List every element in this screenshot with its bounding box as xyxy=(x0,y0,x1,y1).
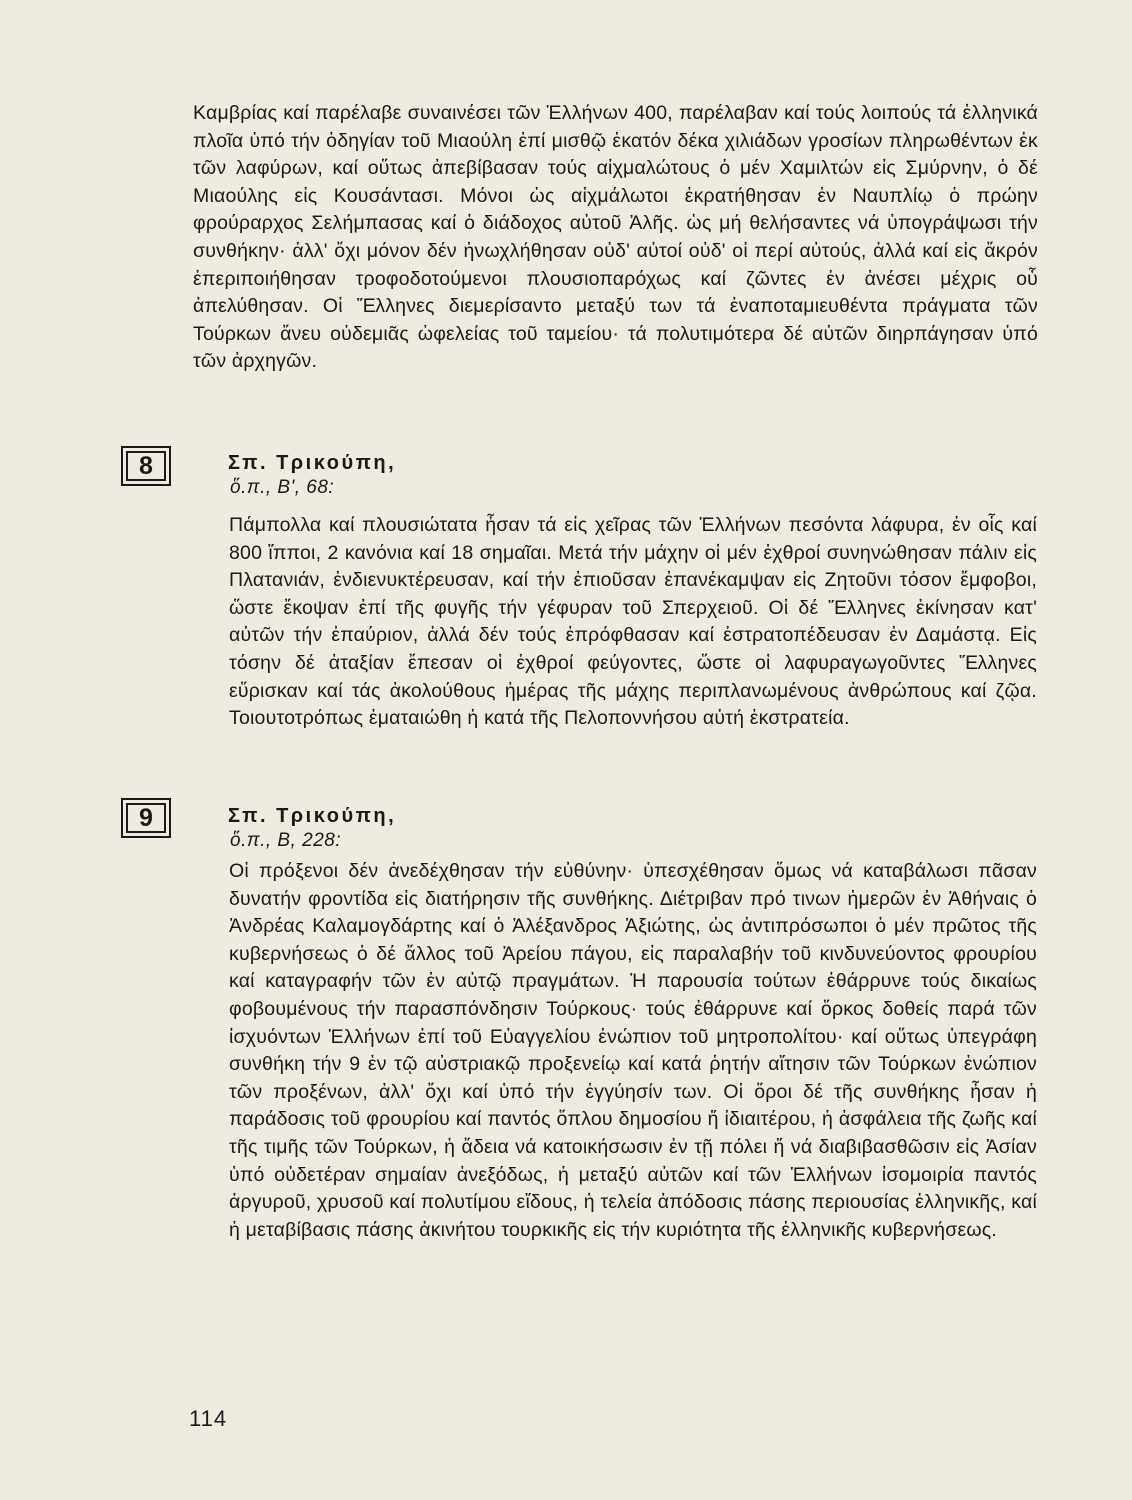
section-number-box xyxy=(121,798,171,838)
top-paragraph-text: Καμβρίας καί παρέλαβε συναινέσει τῶν Ἑλλήνων 400, παρέλαβαν καί τούς λοιπούς τά ἑλληνικά πλοῖα ὑπό τήν ὁδηγίαν τοῦ Μιαούλη ἐπί μισθῷ ἑκατόν δέκα χιλιάδων γροσίων πληρωθέντων ἐκ τῶν λαφύρων, καί οὕτως ἀπεβίβασαν τούς αἰχμαλώτους ὁ μέν Χαμιλτών εἰς Σμύρνην, ὁ δέ Μιαούλης εἰς Κουσάντασι. Μόνοι ὡς αἰχμάλωτοι ἐκρατήθησαν ἐν Ναυπλίῳ ὁ πρώην φρούραρχος Σελήμπασας καί ὁ διάδοχος αὐτοῦ Ἀλῆς. ὡς μή θελήσαντες νά ὑπογράψωσι τήν συνθήκην· ἀλλ' ὄχι μόνον δέν ἠνωχλήθησαν οὐδ' αὐτοί οὐδ' οἱ περί αὐτούς, ἀλλά καί εἰς ἄκρόν ἐπεριποιήθησαν τροφοδοτούμενοι πλουσιοπαρόχως καί ζῶντες ἐν ἀνέσει μέχρις οὗ ἀπελύθησαν. Οἱ Ἕλληνες διεμερίσαντο μεταξύ των τά ἐναποταμιευθέντα πράγματα τῶν Τούρκων ἄνευ οὐδεμιᾶς ὠφελείας τοῦ ταμείου· τά πολυτιμότερα δέ αὐτῶν διηρπάγησαν ὑπό τῶν ἀρχηγῶν. xyxy=(193,102,1038,373)
section-number: 8 xyxy=(139,451,153,480)
section-quote-text: Οἱ πρόξενοι δέν ἀνεδέχθησαν τήν εὐθύνην· ὑπεσχέθησαν ὅμως νά καταβάλωσι πᾶσαν δυνατήν φροντίδα εἰς διατήρησιν τῆς συνθήκης. Διέτριβαν πρό τινων ἡμερῶν ἐν Ἀθήναις ὁ Ἀνδρέας Καλαμογδάρτης καί ὁ Ἀλέξανδρος Ἀξιώτης, ὡς ἀντιπρόσωποι ὁ μέν πρῶτος τῆς κυβερνήσεως ὁ δέ ἄλλος τοῦ Ἀρείου πάγου, εἰς παραλαβήν τοῦ κινδυνεύοντος φρουρίου καί καταγραφήν τῶν ἐν αὐτῷ πραγμάτων. Ἡ παρουσία τούτων ἐθάρρυνε τούς δικαίως φοβουμένους τήν παρασπόνδησιν Τούρκους· τούς ἐθάρρυνε καί ὅρκος δοθείς παρά τῶν ἰσχυόντων Ἑλλήνων ἐπί τοῦ Εὐαγγελίου ἐνώπιον τοῦ μητροπολίτου· καί οὕτως ὑπεγράφη συνθήκη τήν 9 ἐν τῷ αὐστριακῷ προξενείῳ καί κατά ῥητήν αἴτησιν τῶν Τούρκων ἐνώπιον τῶν προξένων, ἀλλ' ὄχι καί ὑπό τήν ἐγγύησίν των. Οἱ ὅροι δέ τῆς συνθήκης ἦσαν ἡ παράδοσις τοῦ φρουρίου καί παντός ὅπλου δημοσίου ἤ ἰδιαιτέρου, ἡ ἀσφάλεια τῆς ζωῆς καί τῆς τιμῆς τῶν Τούρκων, ἡ ἄδεια νά κατοικήσωσιν ἐν τῇ πόλει ἤ νά διαβιβασθῶσιν εἰς Ἀσίαν ὑπό οὐδετέραν σημαίαν ἀνεξόδως, ἡ μεταξύ αὐτῶν καί τῶν Ἑλλήνων ἰσομοιρία παντός ἀργυροῦ, χρυσοῦ καί πολυτίμου εἴδους, ἡ τελεία ἀπόδοσις πάσης περιουσίας ἑλληνικῆς, καί ἡ μεταβίβασις πάσης ἀκινήτου τουρκικῆς εἰς τήν κυριότητα τῆς ἑλληνικῆς κυβερνήσεως. xyxy=(229,860,1037,1241)
section-number-box xyxy=(121,446,171,486)
section-quote-text: Πάμπολλα καί πλουσιώτατα ἦσαν τά εἰς χεῖρας τῶν Ἑλλήνων πεσόντα λάφυρα, ἐν οἷς καί 800 ἵπποι, 2 κανόνια καί 18 σημαῖαι. Μετά τήν μάχην οἱ μέν ἐχθροί συνηνώθησαν πάλιν εἰς Πλατανιάν, ἐνδιενυκτέρευσαν, καί τήν ἐπιοῦσαν ἐπανέκαμψαν εἰς Ζητοῦνι τόσον ἔμφοβοι, ὥστε ἔκοψαν ἐπί τῆς φυγῆς τήν γέφυραν τοῦ Σπερχειοῦ. Οἱ δέ Ἕλληνες ἐκίνησαν κατ' αὐτῶν τήν ἐπαύριον, ἀλλά δέν τούς ἐπρόφθασαν καί ἐστρατοπέδευσαν ἐν Δαμάστᾳ. Εἰς τόσην δέ ἀταξίαν ἔπεσαν οἱ ἐχθροί φεύγοντες, ὥστε οἱ λαφυραγωγοῦντες Ἕλληνες εὕρισκαν καί τάς ἀκολούθους ἡμέρας τῆς μάχης περιπλανωμένους ἀνθρώπους καί ζῷα. Τοιουτοτρόπως ἐματαιώθη ἡ κατά τῆς Πελοποννήσου αὐτή ἐκστρατεία. xyxy=(229,514,1037,730)
section-source: ὅ.π., Β', 68: xyxy=(230,477,335,498)
top-paragraph xyxy=(193,100,1038,376)
section-source: ὅ.π., Β, 228: xyxy=(230,830,342,851)
section-author: Σπ. Τρικούπη, xyxy=(228,452,397,474)
section-number: 9 xyxy=(139,803,153,832)
section-author: Σπ. Τρικούπη, xyxy=(228,805,397,827)
page-number: 114 xyxy=(189,1406,228,1431)
section-quote xyxy=(229,858,1037,1244)
section-quote xyxy=(229,512,1037,733)
